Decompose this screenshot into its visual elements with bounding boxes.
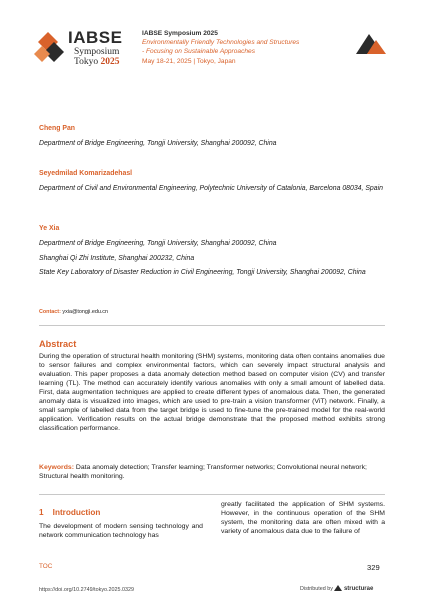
author-affiliation: Department of Civil and Environmental Engineering, Polytechnic University of Catalonia, Barcelona 08034, Spain	[39, 185, 383, 192]
divider	[39, 325, 385, 326]
logo-city-year: Tokyo 2025	[74, 57, 120, 67]
logo-line2: Symposium	[74, 47, 120, 57]
toc-link[interactable]: TOC	[39, 563, 53, 570]
keywords-label: Keywords:	[39, 464, 74, 471]
iabse-triangle-icon	[354, 32, 388, 61]
author-name: Seyedmilad Komarizadehasl	[39, 170, 133, 177]
section-number: 1	[39, 508, 44, 517]
author-name: Ye Xia	[39, 225, 60, 232]
author-affiliation: State Key Laboratory of Disaster Reduction in Civil Engineering, Tongji University, Shanghai 200092, China	[39, 269, 366, 276]
author-affiliation: Department of Bridge Engineering, Tongji University, Shanghai 200092, China	[39, 140, 277, 147]
abstract-heading: Abstract	[39, 339, 77, 349]
distributed-by-label: Distributed by	[300, 585, 333, 592]
conference-dates: May 18-21, 2025 | Tokyo, Japan	[142, 57, 236, 65]
distributor-brand[interactable]: structurae	[343, 585, 374, 592]
conference-title: IABSE Symposium 2025	[142, 30, 218, 37]
conference-theme-line2: - Focusing on Sustainable Approaches	[142, 48, 256, 56]
page-number: 329	[367, 563, 380, 572]
author-affiliation: Shanghai Qi Zhi Institute, Shanghai 200232, China	[39, 255, 195, 262]
doi-link[interactable]: https://doi.org/10.2749/tokyo.2025.0329	[39, 587, 135, 593]
keywords-text: Data anomaly detection; Transfer learning; Transformer networks; Convolutional neural network; Structural health monitoring.	[39, 464, 367, 481]
distributor	[300, 585, 373, 592]
author-affiliation: Department of Bridge Engineering, Tongji University, Shanghai 200092, China	[39, 240, 277, 247]
abstract-text: During the operation of structural health monitoring (SHM) systems, monitoring data often contains anomalies due to sensor failures and complex environmental factors, which can severely impact structural analysis and evaluation. This paper proposes a data anomaly detection method based on computer vision (CV) and transfer learning (TL). The method can accurately identify various anomalies with only a small amount of labelled data. First, data augmentation techniques are applied to create different types of anomalous data. Then, the generated anomaly data is visualized into images, which are used to pre-train a vision transformer (ViT) network. Finally, a small sample of labelled data from the target bridge is used to fine-tune the pre-trained model for the real-world application. Verification results on the actual bridge demonstrate that the proposed method exhibits strong classification performance.	[39, 353, 385, 433]
intro-column-left: The development of modern sensing technology and network communication technology has	[39, 523, 203, 540]
section-title: Introduction	[52, 508, 101, 517]
contact-line	[39, 309, 108, 315]
intro-column-right: greatly facilitated the application of SHM systems. However, in the continuous operation of the SHM system, the monitoring data are often mixed with a variety of anomalous data due to the failure of	[221, 501, 385, 536]
iabse-symposium-logo	[34, 28, 154, 68]
contact-label: Contact:	[39, 309, 61, 315]
keywords	[39, 463, 385, 481]
author-name: Cheng Pan	[39, 125, 75, 132]
logo-word: IABSE	[68, 28, 123, 47]
contact-email[interactable]: yxia@tongji.edu.cn	[62, 309, 109, 315]
conference-header	[142, 29, 362, 66]
structurae-logo-icon	[334, 585, 342, 592]
conference-theme-line1: Environmentally Friendly Technologies and Structures	[142, 39, 300, 47]
section-heading	[39, 508, 100, 517]
divider	[39, 494, 385, 495]
